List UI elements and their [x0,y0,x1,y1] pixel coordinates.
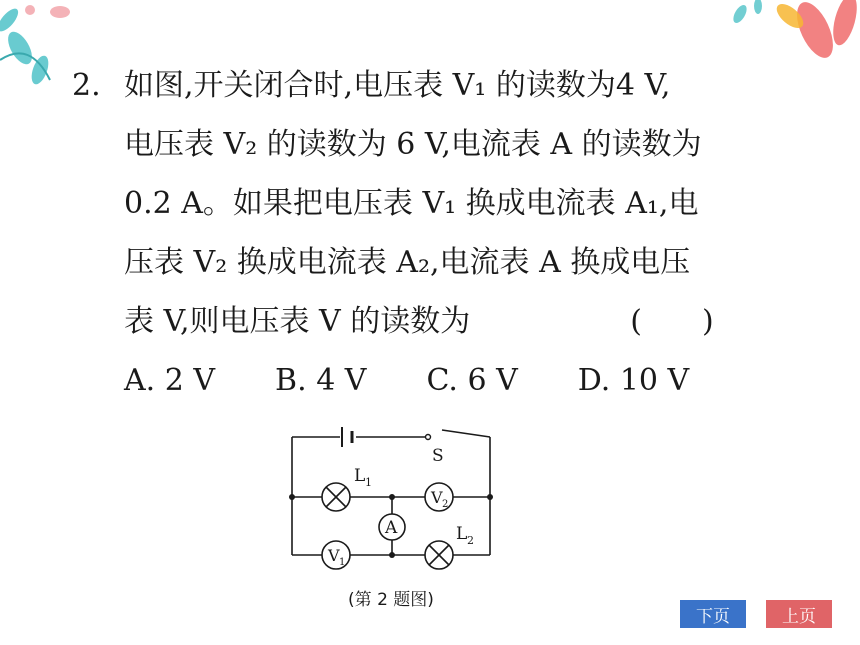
previous-page-button[interactable]: 上页 [766,600,832,628]
question-text-line-1: 如图,开关闭合时,电压表 V₁ 的读数为4 V, [124,68,671,103]
voltmeter1-subscript: 1 [339,557,346,568]
option-b[interactable]: B. 4 V [275,363,367,398]
question-line-3 [72,174,792,233]
answer-options [72,351,792,410]
lamp1-subscript: 1 [365,476,372,489]
figure-caption: (第 2 题图) [348,590,434,610]
question-line-5 [72,292,792,351]
question-block [72,56,792,410]
question-text-line-4: 压表 V₂ 换成电流表 A₂,电流表 A 换成电压 [124,245,691,280]
ammeter-label: A [385,518,398,538]
question-text-line-3: 0.2 A。如果把电压表 V₁ 换成电流表 A₁,电 [124,186,699,221]
switch-label: S [432,446,444,466]
question-line-4 [72,233,792,292]
question-line-2 [72,115,792,174]
lamp1-label: L [354,466,366,486]
question-text-line-5: 表 V,则电压表 V 的读数为 [124,304,471,339]
lamp2-label: L [456,524,468,544]
answer-bracket: ( ) [630,304,714,339]
next-page-button[interactable]: 下页 [680,600,746,628]
lamp2-subscript: 2 [467,534,474,547]
voltmeter1-label: V [328,546,340,565]
option-a[interactable]: A. 2 V [124,363,216,398]
question-line-1 [72,56,792,115]
option-d[interactable]: D. 10 V [577,363,690,398]
voltmeter2-label: V [431,488,443,507]
question-text-line-2: 电压表 V₂ 的读数为 6 V,电流表 A 的读数为 [124,127,702,162]
voltmeter2-subscript: 2 [442,499,449,510]
question-number: 2. [72,68,101,103]
circuit-diagram [280,425,502,575]
option-c[interactable]: C. 6 V [426,363,518,398]
